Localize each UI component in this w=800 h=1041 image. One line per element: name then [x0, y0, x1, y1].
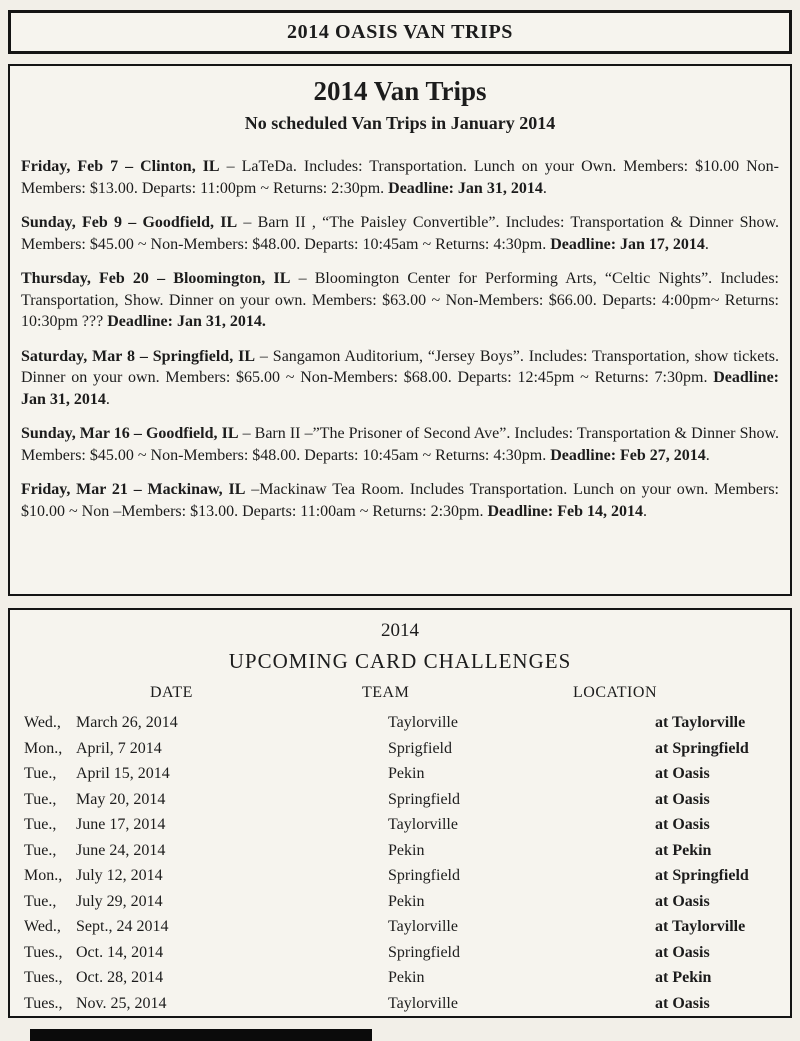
- cell-team: Pekin: [388, 841, 425, 859]
- trip-text-bold: Deadline: Feb 27, 2014: [550, 446, 706, 464]
- cell-date: July 12, 2014: [76, 867, 163, 884]
- cell-day: Mon.,: [24, 867, 63, 884]
- trip-text: .: [105, 390, 110, 408]
- cell-location: at Oasis: [655, 994, 710, 1012]
- trip-text-bold: Sunday, Feb 9 – Goodfield, IL: [21, 214, 238, 231]
- table-row: [10, 914, 790, 940]
- trip-text-bold: Deadline: Jan 31, 2014: [388, 179, 543, 197]
- trip-text: –Mackinaw Tea Room. Includes Transportation. Lunch on your own. Members: $10.00 ~ Non –Members: $13.00. Departs: 11:00am ~ Returns: 2:30pm.: [21, 481, 779, 520]
- page-header: [8, 10, 792, 54]
- table-row: [10, 838, 790, 864]
- page-title: 2014 OASIS VAN TRIPS: [287, 20, 513, 43]
- cell-date: May 20, 2014: [76, 790, 166, 808]
- scanned-page: [0, 10, 800, 1018]
- cell-location: at Oasis: [655, 790, 710, 808]
- trip-paragraph: [21, 212, 779, 255]
- trip-text-bold: Deadline: Feb 14, 2014: [487, 502, 643, 520]
- table-row: [10, 787, 790, 813]
- cell-day: Tue.,: [24, 816, 57, 833]
- trip-text-bold: Thursday, Feb 20 – Bloomington, IL: [21, 270, 291, 287]
- trip-text: – Bloomington Center for Performing Arts, “Celtic Nights”. Includes: Transportation, Show. Dinner on your own. Members: $63.00 ~ Non-Members: $66.00. Departs: 4:00pm~ Returns: 10:30pm ???: [21, 270, 780, 330]
- cell-day: Tue.,: [24, 790, 57, 808]
- trip-paragraph: [21, 479, 779, 522]
- cell-date: June 17, 2014: [76, 816, 166, 833]
- cell-day: Tue.,: [24, 765, 57, 782]
- cell-location: at Pekin: [655, 969, 712, 986]
- cell-team: Springfield: [388, 867, 460, 884]
- trip-text-bold: Sunday, Mar 16 – Goodfield, IL: [21, 425, 239, 442]
- trip-text: .: [542, 179, 547, 197]
- trip-paragraph: [21, 423, 779, 466]
- trip-text-bold: Deadline: Jan 31, 2014.: [107, 313, 266, 330]
- trip-text: – Sangamon Auditorium, “Jersey Boys”. Includes: Transportation, show tickets. Dinner on your own. Members: $65.00 ~ Non-Members: $68.00. Departs: 12:45pm ~ Returns: 7:30pm.: [21, 347, 780, 386]
- cell-day: Wed.,: [24, 918, 61, 935]
- trip-text: .: [705, 446, 710, 464]
- cell-location: at Taylorville: [655, 714, 746, 731]
- trip-text-bold: Friday, Feb 7 – Clinton, IL: [21, 158, 220, 175]
- trip-text-bold: Deadline: Jan 31, 2014: [21, 369, 779, 408]
- cell-location: at Oasis: [655, 943, 710, 961]
- cell-day: Wed.,: [24, 714, 61, 731]
- cell-location: at Taylorville: [655, 918, 746, 935]
- cell-location: at Oasis: [655, 816, 710, 833]
- cell-date: April 15, 2014: [76, 765, 170, 782]
- table-row: [10, 889, 790, 915]
- trip-paragraph: [21, 346, 779, 411]
- cell-location: at Oasis: [655, 765, 710, 782]
- trip-paragraph: [21, 268, 779, 333]
- cell-location: at Springfield: [655, 867, 749, 884]
- table-row: [10, 710, 790, 736]
- table-row: [10, 812, 790, 838]
- cell-date: Sept., 24 2014: [76, 918, 169, 935]
- card-challenges-year: 2014: [381, 620, 419, 641]
- cell-date: Nov. 25, 2014: [76, 994, 167, 1012]
- table-row: [10, 863, 790, 889]
- trip-text: .: [643, 502, 647, 520]
- cell-day: Tue.,: [24, 841, 57, 859]
- cell-day: Tues.,: [24, 943, 63, 961]
- cell-team: Taylorville: [388, 918, 458, 935]
- card-challenges-section: [8, 608, 792, 1018]
- cell-team: Pekin: [388, 892, 425, 910]
- table-row: [10, 736, 790, 762]
- card-challenges-title: UPCOMING CARD CHALLENGES: [228, 649, 572, 673]
- cell-team: Taylorville: [388, 714, 458, 731]
- table-header: [10, 684, 790, 710]
- cell-team: Springfield: [388, 790, 460, 808]
- column-header-team: TEAM: [362, 684, 410, 701]
- cell-location: at Oasis: [655, 892, 710, 910]
- table-row: [10, 940, 790, 966]
- cell-date: July 29, 2014: [76, 892, 163, 910]
- cell-date: June 24, 2014: [76, 841, 166, 859]
- trip-text-bold: Friday, Mar 21 – Mackinaw, IL: [21, 481, 246, 498]
- van-trips-subtitle: No scheduled Van Trips in January 2014: [244, 113, 556, 133]
- cell-location: at Springfield: [655, 739, 749, 757]
- van-trips-title: 2014 Van Trips: [313, 76, 487, 106]
- cell-date: Oct. 14, 2014: [76, 943, 164, 961]
- cell-date: March 26, 2014: [76, 714, 178, 731]
- cell-date: April, 7 2014: [76, 739, 162, 757]
- cell-day: Tue.,: [24, 892, 57, 910]
- table-row: [10, 761, 790, 787]
- table-row: [10, 991, 790, 1017]
- table-body: [10, 710, 790, 1016]
- cell-team: Taylorville: [388, 994, 458, 1012]
- trip-text: – Barn II , “The Paisley Convertible”. Includes: Transportation & Dinner Show. Members: $45.00 ~ Non-Members: $48.00. Departs: 10:45am ~ Returns: 4:30pm.: [21, 214, 780, 253]
- van-trips-list: [21, 156, 779, 522]
- van-trips-section: [8, 64, 792, 596]
- trip-paragraph: [21, 156, 779, 199]
- table-row: [10, 965, 790, 991]
- trip-text: – LaTeDa. Includes: Transportation. Lunch on your Own. Members: $10.00 Non-Members: $13.00. Departs: 11:00pm ~ Returns: 2:30pm.: [21, 158, 780, 197]
- column-header-date: DATE: [150, 684, 193, 701]
- trip-text-bold: Deadline: Jan 17, 2014: [550, 235, 705, 253]
- cell-location: at Pekin: [655, 841, 712, 859]
- trip-text: – Barn II –”The Prisoner of Second Ave”. Includes: Transportation & Dinner Show. Members: $45.00 ~ Non-Members: $48.00. Departs: 10:45am ~ Returns: 4:30pm.: [21, 425, 779, 464]
- cell-day: Tues.,: [24, 969, 63, 986]
- trip-text-bold: Saturday, Mar 8 – Springfield, IL: [21, 347, 255, 365]
- cell-day: Mon.,: [24, 739, 63, 757]
- cell-team: Springfield: [388, 943, 460, 961]
- cell-date: Oct. 28, 2014: [76, 969, 164, 986]
- cell-team: Sprigfield: [388, 739, 452, 757]
- cell-team: Taylorville: [388, 816, 458, 833]
- column-header-location: LOCATION: [573, 684, 657, 701]
- trip-text: .: [704, 235, 709, 253]
- cell-team: Pekin: [388, 969, 425, 986]
- cell-team: Pekin: [388, 765, 425, 782]
- cell-day: Tues.,: [24, 994, 63, 1012]
